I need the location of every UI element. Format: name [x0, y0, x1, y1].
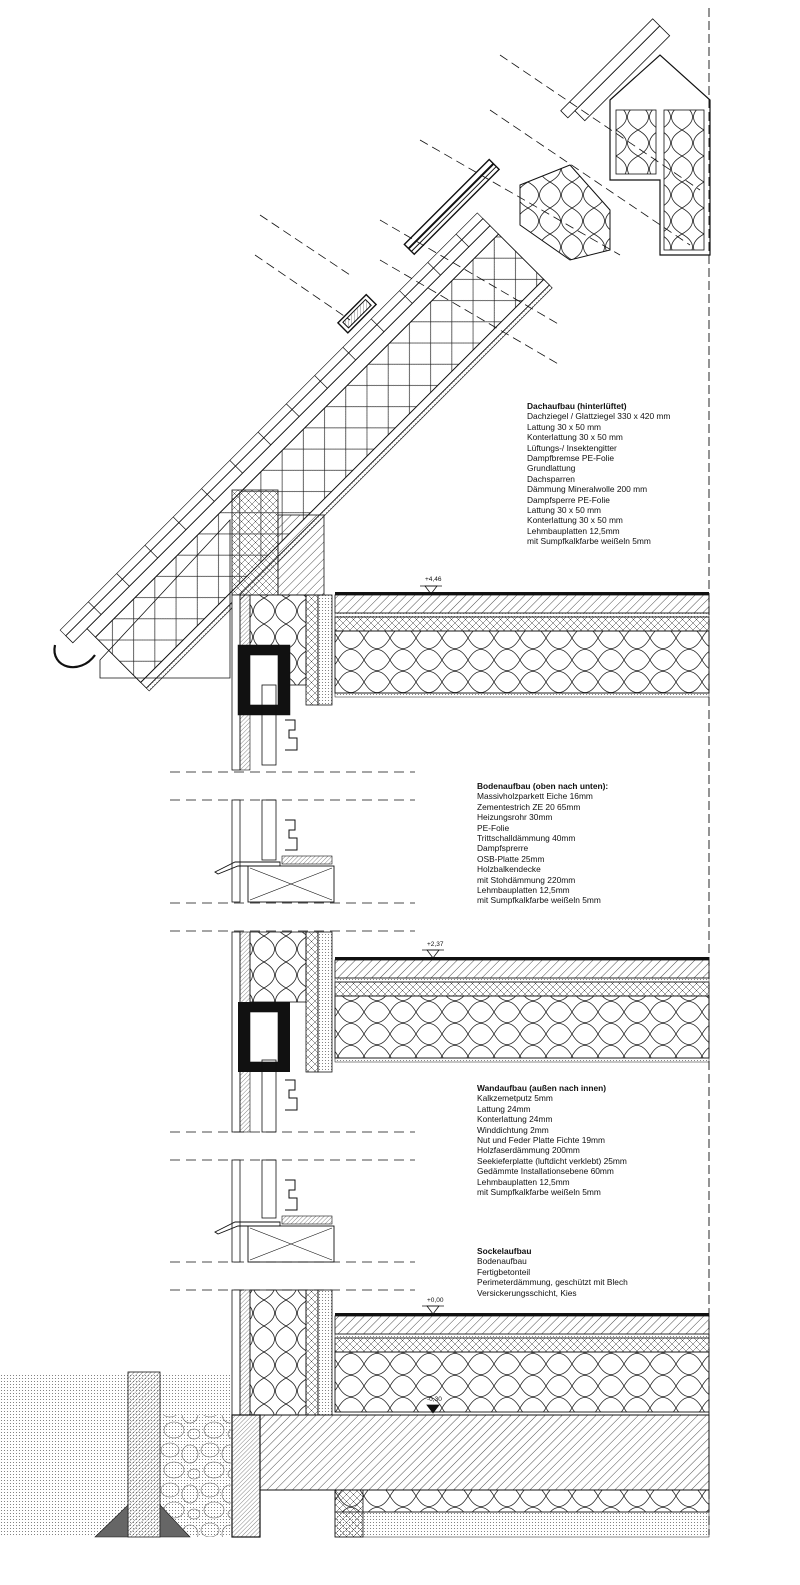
roof-spec-line: Dämmung Mineralwolle 200 mm [527, 484, 648, 495]
floor-spec-line: Lehmbauplatten 12,5mm [477, 885, 570, 896]
wall-spec-line: Winddichtung 2mm [477, 1124, 549, 1135]
level-label-middle: +2,37 [427, 941, 444, 948]
base-spec-line: Perimeterdämmung, geschützt mit Blech [477, 1277, 628, 1288]
gutter-icon [54, 645, 95, 667]
floor-spec-line: mit Stohdämmung 220mm [477, 874, 576, 885]
wall-spec-line: Seekieferplatte (luftdicht verklebt) 25mm [477, 1155, 627, 1166]
roof-spec-line: Dampfbremse PE-Folie [527, 453, 615, 464]
upper-wall [232, 490, 332, 770]
roof-spec-line: Dachsparren [527, 473, 575, 484]
ground-wall [232, 1290, 332, 1415]
roof-spec-line: Dampfsperre PE-Folie [527, 494, 610, 505]
roof-spec-line: Lüftungs-/ Insektengitter [527, 442, 617, 453]
floor-spec-line: Dampfsprerre [477, 843, 529, 854]
floor-spec-line: PE-Folie [477, 822, 510, 833]
roof-spec-line: Lehmbauplatten 12,5mm [527, 525, 620, 536]
wall-spec-title: Wandaufbau (außen nach innen) [477, 1083, 607, 1093]
middle-wall [232, 932, 332, 1132]
floor-spec-line: Heizungsrohr 30mm [477, 812, 553, 823]
wall-spec-line: Nut und Feder Platte Fichte 19mm [477, 1135, 606, 1146]
roof-spec-title: Dachaufbau (hinterlüftet) [527, 401, 627, 411]
base-spec-line: Versickerungsschicht, Kies [477, 1287, 577, 1298]
upper-floor [335, 586, 709, 697]
base-spec-block [477, 1246, 628, 1298]
wall-spec-line: Gedämmte Installationsebene 60mm [477, 1166, 614, 1177]
roof-spec-line: Konterlattung 30 x 50 mm [527, 515, 623, 526]
floor-spec-line: mit Sumpfkalkfarbe weißeln 5mm [477, 895, 601, 906]
floor-spec-line: Massivholzparkett Eiche 16mm [477, 791, 593, 802]
wall-spec-line: Lehmbauplatten 12,5mm [477, 1176, 570, 1187]
wall-spec-line: Holzfaserdämmung 200mm [477, 1145, 580, 1156]
roof-spec-line: Lattung 30 x 50 mm [527, 505, 602, 516]
wall-spec-line: Kalkzemetputz 5mm [477, 1093, 553, 1104]
wall-spec-line: Konterlattung 24mm [477, 1114, 553, 1125]
level-label-ground: +0,00 [427, 1297, 444, 1304]
middle-floor [335, 950, 709, 1062]
floor-spec-block [477, 781, 608, 906]
wall-spec-line: mit Sumpfkalkfarbe weißeln 5mm [477, 1187, 601, 1198]
level-label-upper: +4,46 [425, 576, 442, 583]
base-spec-title: Sockelaufbau [477, 1246, 532, 1256]
base-spec-line: Fertigbetonteil [477, 1266, 531, 1277]
ground-floor [335, 1306, 709, 1413]
floor-spec-line: Zementestrich ZE 20 65mm [477, 801, 581, 812]
roof-spec-block [527, 401, 670, 547]
floor-spec-line: Trittschalldämmung 40mm [477, 833, 576, 844]
wall-spec-line: Lattung 24mm [477, 1103, 531, 1114]
roof-spec-line: mit Sumpfkalkfarbe weißeln 5mm [527, 536, 651, 547]
floor-spec-title: Bodenaufbau (oben nach unten): [477, 781, 609, 791]
roof-spec-line: Grundlattung [527, 463, 576, 474]
roof-spec-line: Dachziegel / Glattziegel 330 x 420 mm [527, 411, 671, 422]
window-sill-1 [215, 800, 334, 902]
floor-spec-line: Holzbalkendecke [477, 864, 541, 875]
level-label-terrain: -0,30 [427, 1396, 442, 1403]
roof-spec-line: Lattung 30 x 50 mm [527, 421, 602, 432]
wall-spec-block [477, 1083, 627, 1197]
window-sill-2 [215, 1160, 334, 1262]
base-spec-line: Bodenaufbau [477, 1256, 527, 1267]
roof-spec-line: Konterlattung 30 x 50 mm [527, 432, 623, 443]
floor-spec-line: OSB-Platte 25mm [477, 853, 545, 864]
